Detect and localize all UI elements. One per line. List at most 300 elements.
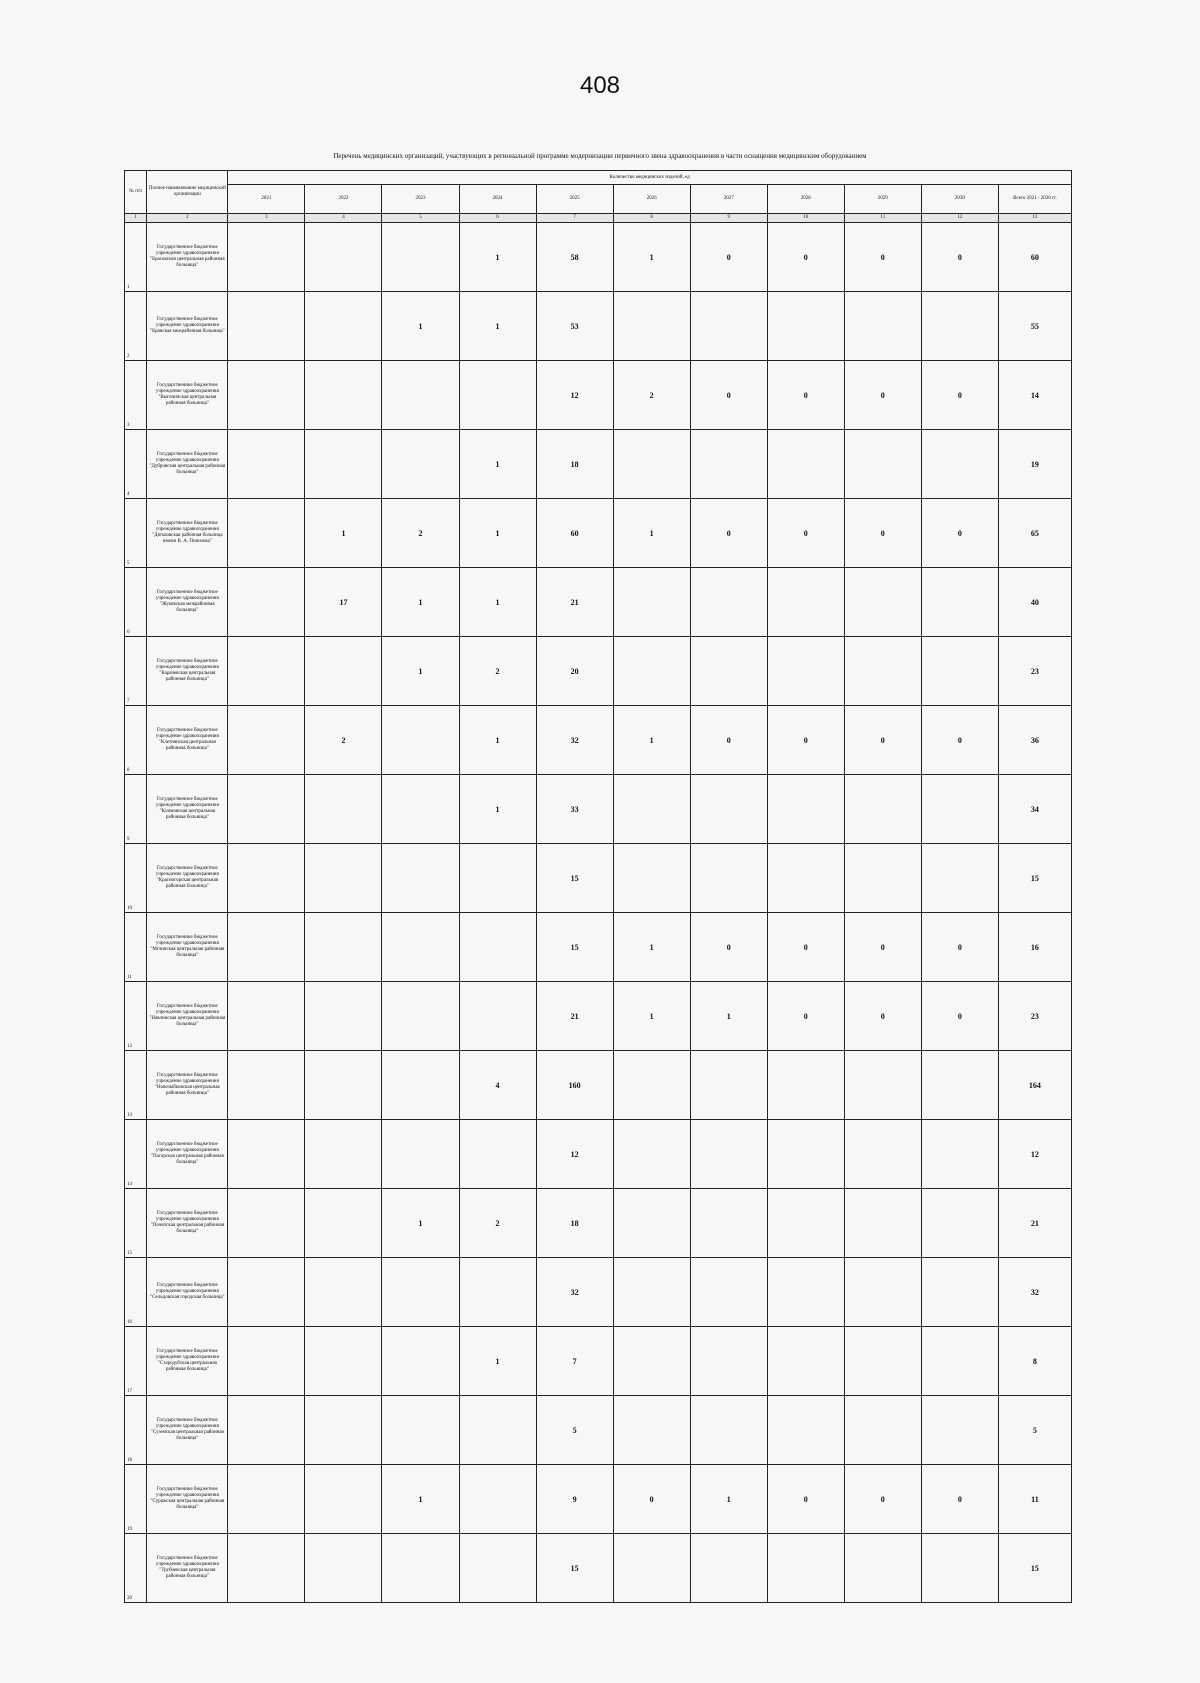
row-number: 18 bbox=[125, 1396, 147, 1465]
year-value-cell: 160 bbox=[536, 1051, 613, 1120]
year-value-cell bbox=[921, 1120, 998, 1189]
year-value-cell bbox=[228, 1396, 305, 1465]
year-value-cell bbox=[305, 913, 382, 982]
year-value-cell bbox=[382, 1051, 459, 1120]
year-value-cell bbox=[921, 844, 998, 913]
year-value-cell bbox=[613, 1327, 690, 1396]
year-value-cell bbox=[228, 361, 305, 430]
year-value-cell: 15 bbox=[536, 913, 613, 982]
year-value-cell bbox=[690, 775, 767, 844]
table-row bbox=[125, 361, 1072, 430]
year-value-cell: 1 bbox=[459, 1327, 536, 1396]
year-value-cell bbox=[690, 1051, 767, 1120]
year-value-cell bbox=[382, 430, 459, 499]
row-number: 14 bbox=[125, 1120, 147, 1189]
year-value-cell: 60 bbox=[536, 499, 613, 568]
year-value-cell bbox=[305, 1465, 382, 1534]
year-value-cell: 12 bbox=[536, 1120, 613, 1189]
table-row bbox=[125, 1327, 1072, 1396]
row-number: 13 bbox=[125, 1051, 147, 1120]
row-total: 36 bbox=[998, 706, 1071, 775]
year-value-cell: 1 bbox=[382, 637, 459, 706]
year-value-cell bbox=[767, 1534, 844, 1603]
year-value-cell: 1 bbox=[613, 706, 690, 775]
year-value-cell bbox=[767, 1258, 844, 1327]
year-value-cell bbox=[382, 775, 459, 844]
organization-name: Государственное бюджетное учреждение здравоохранения "Навлинская центральная районная больница" bbox=[147, 982, 228, 1051]
year-value-cell: 0 bbox=[767, 1465, 844, 1534]
row-total: 40 bbox=[998, 568, 1071, 637]
organization-name: Государственное бюджетное учреждение здравоохранения "Новозыбковская центральная районная больница" bbox=[147, 1051, 228, 1120]
year-value-cell bbox=[767, 1327, 844, 1396]
year-value-cell bbox=[921, 1258, 998, 1327]
year-value-cell: 1 bbox=[690, 982, 767, 1051]
year-value-cell bbox=[382, 844, 459, 913]
year-value-cell: 21 bbox=[536, 982, 613, 1051]
year-value-cell bbox=[305, 637, 382, 706]
organization-name: Государственное бюджетное учреждение здравоохранения "Мглинская центральная районная больница" bbox=[147, 913, 228, 982]
year-value-cell: 9 bbox=[536, 1465, 613, 1534]
header-year-2026: 2026 bbox=[613, 185, 690, 214]
organization-name: Государственное бюджетное учреждение здравоохранения "Трубчевская центральная районная больница" bbox=[147, 1534, 228, 1603]
equipment-table bbox=[124, 170, 1072, 1603]
year-value-cell: 0 bbox=[921, 982, 998, 1051]
row-number: 9 bbox=[125, 775, 147, 844]
year-value-cell: 0 bbox=[690, 706, 767, 775]
organization-name: Государственное бюджетное учреждение здравоохранения "Брасовская центральная районная больница" bbox=[147, 223, 228, 292]
row-number: 11 bbox=[125, 913, 147, 982]
year-value-cell bbox=[228, 1327, 305, 1396]
year-value-cell: 5 bbox=[536, 1396, 613, 1465]
year-value-cell bbox=[921, 1189, 998, 1258]
year-value-cell: 1 bbox=[613, 223, 690, 292]
document-title: Перечень медицинских организаций, участвующих в региональной программе модернизации первичного звена здравоохранения в части оснащения медицинским оборудованием bbox=[333, 152, 867, 160]
organization-name: Государственное бюджетное учреждение здравоохранения "Красногорская центральная районная больница" bbox=[147, 844, 228, 913]
column-number: 9 bbox=[690, 214, 767, 223]
row-total: 34 bbox=[998, 775, 1071, 844]
header-year-2027: 2027 bbox=[690, 185, 767, 214]
year-value-cell bbox=[844, 430, 921, 499]
year-value-cell bbox=[767, 430, 844, 499]
year-value-cell bbox=[459, 1258, 536, 1327]
year-value-cell bbox=[613, 844, 690, 913]
year-value-cell: 21 bbox=[536, 568, 613, 637]
organization-name: Государственное бюджетное учреждение здравоохранения "Дятьковская районная больница имени В. А. Понизова" bbox=[147, 499, 228, 568]
year-value-cell: 0 bbox=[767, 361, 844, 430]
year-value-cell: 17 bbox=[305, 568, 382, 637]
year-value-cell bbox=[459, 361, 536, 430]
year-value-cell: 12 bbox=[536, 361, 613, 430]
year-value-cell bbox=[228, 913, 305, 982]
table-row bbox=[125, 223, 1072, 292]
year-value-cell bbox=[382, 1327, 459, 1396]
row-total: 32 bbox=[998, 1258, 1071, 1327]
year-value-cell: 58 bbox=[536, 223, 613, 292]
year-value-cell bbox=[459, 844, 536, 913]
year-value-cell: 0 bbox=[921, 499, 998, 568]
row-total: 16 bbox=[998, 913, 1071, 982]
year-value-cell bbox=[305, 1534, 382, 1603]
header-total: Всего 2021 - 2030 гг. bbox=[998, 185, 1071, 214]
table-row bbox=[125, 499, 1072, 568]
year-value-cell bbox=[382, 361, 459, 430]
year-value-cell: 18 bbox=[536, 430, 613, 499]
year-value-cell bbox=[305, 292, 382, 361]
row-total: 23 bbox=[998, 982, 1071, 1051]
year-value-cell bbox=[844, 1396, 921, 1465]
header-year-2021: 2021 bbox=[228, 185, 305, 214]
organization-name: Государственное бюджетное учреждение здравоохранения "Жуковская межрайонная больница" bbox=[147, 568, 228, 637]
organization-name: Государственное бюджетное учреждение здравоохранения "Суражская центральная районная больница" bbox=[147, 1465, 228, 1534]
year-value-cell: 53 bbox=[536, 292, 613, 361]
year-value-cell bbox=[459, 1120, 536, 1189]
equipment-table-container bbox=[124, 170, 1072, 1603]
table-row bbox=[125, 775, 1072, 844]
year-value-cell bbox=[382, 1120, 459, 1189]
year-value-cell bbox=[228, 1051, 305, 1120]
year-value-cell bbox=[690, 1396, 767, 1465]
year-value-cell bbox=[228, 775, 305, 844]
row-total: 19 bbox=[998, 430, 1071, 499]
year-value-cell bbox=[613, 637, 690, 706]
row-total: 60 bbox=[998, 223, 1071, 292]
year-value-cell: 0 bbox=[844, 1465, 921, 1534]
row-total: 15 bbox=[998, 1534, 1071, 1603]
year-value-cell bbox=[921, 1396, 998, 1465]
organization-name: Государственное бюджетное учреждение здравоохранения "Стародубская центральная районная больница" bbox=[147, 1327, 228, 1396]
year-value-cell: 1 bbox=[305, 499, 382, 568]
year-value-cell: 0 bbox=[844, 982, 921, 1051]
row-total: 23 bbox=[998, 637, 1071, 706]
year-value-cell bbox=[690, 637, 767, 706]
column-number: 13 bbox=[998, 214, 1071, 223]
year-value-cell bbox=[305, 1051, 382, 1120]
year-value-cell bbox=[228, 1258, 305, 1327]
year-value-cell bbox=[305, 1120, 382, 1189]
organization-name: Государственное бюджетное учреждение здравоохранения "Суземская центральная районная больница" bbox=[147, 1396, 228, 1465]
year-value-cell bbox=[613, 430, 690, 499]
year-value-cell: 1 bbox=[382, 1465, 459, 1534]
column-number: 2 bbox=[147, 214, 228, 223]
column-number: 11 bbox=[844, 214, 921, 223]
year-value-cell: 0 bbox=[613, 1465, 690, 1534]
year-value-cell: 0 bbox=[767, 982, 844, 1051]
year-value-cell bbox=[767, 1189, 844, 1258]
year-value-cell: 0 bbox=[921, 913, 998, 982]
year-value-cell bbox=[305, 775, 382, 844]
header-year-2028: 2028 bbox=[767, 185, 844, 214]
year-value-cell: 1 bbox=[382, 568, 459, 637]
year-value-cell bbox=[228, 568, 305, 637]
organization-name: Государственное бюджетное учреждение здравоохранения "Выгоничская центральная районная больница" bbox=[147, 361, 228, 430]
year-value-cell: 2 bbox=[459, 1189, 536, 1258]
year-value-cell bbox=[459, 913, 536, 982]
year-value-cell: 20 bbox=[536, 637, 613, 706]
row-number: 5 bbox=[125, 499, 147, 568]
organization-name: Государственное бюджетное учреждение здравоохранения "Климовская центральная районная больница" bbox=[147, 775, 228, 844]
table-row bbox=[125, 430, 1072, 499]
year-value-cell bbox=[613, 1120, 690, 1189]
header-group: Количество медицинских изделий, ед bbox=[228, 171, 1072, 185]
year-value-cell bbox=[228, 1465, 305, 1534]
column-number: 7 bbox=[536, 214, 613, 223]
year-value-cell: 1 bbox=[459, 223, 536, 292]
year-value-cell: 7 bbox=[536, 1327, 613, 1396]
year-value-cell bbox=[613, 1189, 690, 1258]
year-value-cell: 1 bbox=[613, 982, 690, 1051]
column-number: 4 bbox=[305, 214, 382, 223]
year-value-cell: 1 bbox=[459, 706, 536, 775]
table-row bbox=[125, 568, 1072, 637]
year-value-cell bbox=[228, 637, 305, 706]
year-value-cell bbox=[305, 982, 382, 1051]
year-value-cell: 1 bbox=[459, 568, 536, 637]
year-value-cell bbox=[767, 844, 844, 913]
row-total: 11 bbox=[998, 1465, 1071, 1534]
year-value-cell bbox=[767, 292, 844, 361]
column-number: 6 bbox=[459, 214, 536, 223]
row-number: 17 bbox=[125, 1327, 147, 1396]
year-value-cell: 0 bbox=[844, 223, 921, 292]
year-value-cell bbox=[613, 1396, 690, 1465]
year-value-cell: 0 bbox=[844, 361, 921, 430]
year-value-cell bbox=[228, 706, 305, 775]
row-total: 15 bbox=[998, 844, 1071, 913]
year-value-cell bbox=[305, 223, 382, 292]
year-value-cell bbox=[459, 1396, 536, 1465]
table-row bbox=[125, 1120, 1072, 1189]
year-value-cell bbox=[613, 1258, 690, 1327]
year-value-cell bbox=[690, 844, 767, 913]
table-row bbox=[125, 1258, 1072, 1327]
year-value-cell bbox=[305, 1258, 382, 1327]
year-value-cell bbox=[690, 1258, 767, 1327]
year-value-cell bbox=[382, 1258, 459, 1327]
year-value-cell: 0 bbox=[921, 223, 998, 292]
table-row bbox=[125, 844, 1072, 913]
year-value-cell bbox=[844, 1189, 921, 1258]
year-value-cell: 0 bbox=[690, 223, 767, 292]
year-value-cell bbox=[921, 292, 998, 361]
year-value-cell bbox=[690, 1189, 767, 1258]
year-value-cell: 2 bbox=[613, 361, 690, 430]
year-value-cell bbox=[228, 982, 305, 1051]
year-value-cell: 0 bbox=[767, 223, 844, 292]
year-value-cell bbox=[844, 637, 921, 706]
year-value-cell bbox=[921, 1534, 998, 1603]
year-value-cell bbox=[228, 499, 305, 568]
year-value-cell bbox=[613, 292, 690, 361]
year-value-cell: 1 bbox=[382, 292, 459, 361]
table-row bbox=[125, 982, 1072, 1051]
header-org: Полное наименование медицинской организации bbox=[147, 171, 228, 214]
year-value-cell: 2 bbox=[305, 706, 382, 775]
row-number: 6 bbox=[125, 568, 147, 637]
year-value-cell bbox=[382, 913, 459, 982]
table-row bbox=[125, 706, 1072, 775]
year-value-cell: 1 bbox=[690, 1465, 767, 1534]
header-year-2029: 2029 bbox=[844, 185, 921, 214]
row-total: 65 bbox=[998, 499, 1071, 568]
year-value-cell: 0 bbox=[921, 1465, 998, 1534]
year-value-cell bbox=[305, 430, 382, 499]
year-value-cell: 0 bbox=[767, 706, 844, 775]
year-value-cell bbox=[844, 1051, 921, 1120]
year-value-cell bbox=[844, 568, 921, 637]
year-value-cell bbox=[228, 1534, 305, 1603]
column-number: 10 bbox=[767, 214, 844, 223]
table-body bbox=[125, 223, 1072, 1603]
year-value-cell bbox=[459, 1534, 536, 1603]
row-total: 21 bbox=[998, 1189, 1071, 1258]
year-value-cell bbox=[228, 1189, 305, 1258]
year-value-cell bbox=[767, 637, 844, 706]
year-value-cell: 2 bbox=[459, 637, 536, 706]
year-value-cell bbox=[921, 1051, 998, 1120]
year-value-cell bbox=[613, 568, 690, 637]
year-value-cell bbox=[690, 1120, 767, 1189]
year-value-cell: 0 bbox=[844, 913, 921, 982]
year-value-cell: 0 bbox=[690, 913, 767, 982]
year-value-cell bbox=[305, 1327, 382, 1396]
year-value-cell bbox=[459, 1465, 536, 1534]
year-value-cell bbox=[844, 775, 921, 844]
year-value-cell: 15 bbox=[536, 1534, 613, 1603]
table-row bbox=[125, 1534, 1072, 1603]
year-value-cell bbox=[844, 1534, 921, 1603]
header-year-2023: 2023 bbox=[382, 185, 459, 214]
table-row bbox=[125, 1051, 1072, 1120]
year-value-cell bbox=[305, 1396, 382, 1465]
row-number: 2 bbox=[125, 292, 147, 361]
year-value-cell: 15 bbox=[536, 844, 613, 913]
year-value-cell: 32 bbox=[536, 1258, 613, 1327]
year-value-cell bbox=[690, 1534, 767, 1603]
year-value-cell: 18 bbox=[536, 1189, 613, 1258]
year-value-cell bbox=[382, 223, 459, 292]
year-value-cell bbox=[459, 982, 536, 1051]
header-column-numbers-row bbox=[125, 214, 1072, 223]
row-number: 15 bbox=[125, 1189, 147, 1258]
year-value-cell bbox=[921, 568, 998, 637]
row-total: 8 bbox=[998, 1327, 1071, 1396]
year-value-cell: 1 bbox=[459, 775, 536, 844]
header-num: № п/п bbox=[125, 171, 147, 214]
header-years-row bbox=[125, 185, 1072, 214]
year-value-cell: 1 bbox=[459, 430, 536, 499]
row-total: 5 bbox=[998, 1396, 1071, 1465]
header-year-2022: 2022 bbox=[305, 185, 382, 214]
table-row bbox=[125, 913, 1072, 982]
year-value-cell bbox=[382, 706, 459, 775]
year-value-cell: 1 bbox=[613, 913, 690, 982]
header-year-2025: 2025 bbox=[536, 185, 613, 214]
year-value-cell: 0 bbox=[844, 706, 921, 775]
year-value-cell bbox=[613, 775, 690, 844]
year-value-cell bbox=[767, 1120, 844, 1189]
organization-name: Государственное бюджетное учреждение здравоохранения "Почепская центральная районная больница" bbox=[147, 1189, 228, 1258]
row-total: 12 bbox=[998, 1120, 1071, 1189]
year-value-cell bbox=[767, 1051, 844, 1120]
year-value-cell: 1 bbox=[459, 292, 536, 361]
row-number: 10 bbox=[125, 844, 147, 913]
table-row bbox=[125, 1465, 1072, 1534]
year-value-cell: 33 bbox=[536, 775, 613, 844]
year-value-cell: 32 bbox=[536, 706, 613, 775]
year-value-cell bbox=[844, 844, 921, 913]
year-value-cell: 0 bbox=[921, 361, 998, 430]
year-value-cell bbox=[690, 568, 767, 637]
year-value-cell: 0 bbox=[690, 499, 767, 568]
table-row bbox=[125, 1189, 1072, 1258]
row-total: 164 bbox=[998, 1051, 1071, 1120]
row-number: 4 bbox=[125, 430, 147, 499]
table-row bbox=[125, 292, 1072, 361]
row-number: 16 bbox=[125, 1258, 147, 1327]
column-number: 8 bbox=[613, 214, 690, 223]
year-value-cell: 1 bbox=[382, 1189, 459, 1258]
year-value-cell bbox=[305, 844, 382, 913]
row-number: 20 bbox=[125, 1534, 147, 1603]
year-value-cell bbox=[613, 1534, 690, 1603]
year-value-cell bbox=[690, 430, 767, 499]
year-value-cell bbox=[613, 1051, 690, 1120]
organization-name: Государственное бюджетное учреждение здравоохранения "Клетнянская центральная районная больница" bbox=[147, 706, 228, 775]
year-value-cell bbox=[921, 1327, 998, 1396]
row-total: 14 bbox=[998, 361, 1071, 430]
column-number: 5 bbox=[382, 214, 459, 223]
year-value-cell bbox=[228, 223, 305, 292]
year-value-cell: 0 bbox=[767, 499, 844, 568]
year-value-cell bbox=[382, 982, 459, 1051]
year-value-cell bbox=[921, 637, 998, 706]
year-value-cell bbox=[921, 430, 998, 499]
year-value-cell: 0 bbox=[767, 913, 844, 982]
year-value-cell bbox=[382, 1534, 459, 1603]
year-value-cell bbox=[767, 568, 844, 637]
row-number: 12 bbox=[125, 982, 147, 1051]
column-number: 12 bbox=[921, 214, 998, 223]
header-year-2024: 2024 bbox=[459, 185, 536, 214]
table-row bbox=[125, 637, 1072, 706]
year-value-cell: 2 bbox=[382, 499, 459, 568]
year-value-cell bbox=[305, 361, 382, 430]
year-value-cell: 0 bbox=[921, 706, 998, 775]
year-value-cell: 0 bbox=[690, 361, 767, 430]
organization-name: Государственное бюджетное учреждение здравоохранения "Погарская центральная районная больница" bbox=[147, 1120, 228, 1189]
row-number: 19 bbox=[125, 1465, 147, 1534]
year-value-cell bbox=[305, 1189, 382, 1258]
year-value-cell: 1 bbox=[459, 499, 536, 568]
page-number: 408 bbox=[579, 72, 621, 99]
year-value-cell bbox=[844, 1327, 921, 1396]
year-value-cell bbox=[382, 1396, 459, 1465]
column-number: 3 bbox=[228, 214, 305, 223]
year-value-cell bbox=[690, 292, 767, 361]
table-row bbox=[125, 1396, 1072, 1465]
year-value-cell bbox=[921, 775, 998, 844]
year-value-cell: 1 bbox=[613, 499, 690, 568]
column-number: 1 bbox=[125, 214, 147, 223]
year-value-cell: 0 bbox=[844, 499, 921, 568]
year-value-cell bbox=[844, 292, 921, 361]
year-value-cell bbox=[228, 844, 305, 913]
year-value-cell bbox=[767, 1396, 844, 1465]
row-total: 55 bbox=[998, 292, 1071, 361]
organization-name: Государственное бюджетное учреждение здравоохранения "Карачевская центральная районная больница" bbox=[147, 637, 228, 706]
row-number: 8 bbox=[125, 706, 147, 775]
year-value-cell bbox=[767, 775, 844, 844]
